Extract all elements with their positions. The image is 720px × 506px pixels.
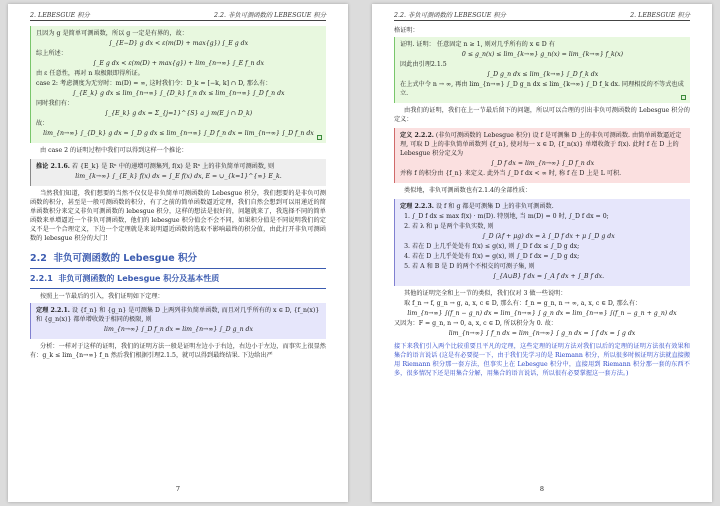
theorem-text: 设 f 和 g 都是可测集 D 上的非负可测函数. [435,202,554,210]
theorem-item-text: 若 λ 和 μ 是两个非负实数, 则 [412,222,494,230]
proof-math: ∫_E g dx < ε(m(D) + max{g}) + lim_{n→∞} ∫_E f_n dx [93,59,264,67]
header-right: 2. LEBESGUE 积分 [630,12,690,19]
running-header [30,11,326,21]
note-text: 由 case 2 的证明过程中我们可以得到这样一个推论： [40,146,188,154]
proof-math: lim_{n→∞} ∫_{D_k} g dx = ∫_D g dx ≤ lim_{n→∞} ∫_D f_n dx = lim_{n→∞} ∫_D f_n dx [43,129,314,137]
proof-line: 综上所述： [36,49,67,57]
definition-box [394,128,690,183]
definition-label: 定义 2.2.2. [400,131,434,139]
proof-detail: 取 f_n → f, g_n → g, a, x, c ∈ D, 那么有：f_n = g_n, n → ∞, a, x, c ∈ D, 那么有： [404,299,642,307]
theorem-label: 定理 2.2.1. [36,307,70,315]
body-paragraph: 由我们的证明，我们在上一节最后留下的问题，所以可以合理的引出非负可测函数的 Lebesgue 积分的定义： [394,106,690,123]
proof-box [394,37,690,103]
corollary-box [30,159,326,186]
theorem-item [412,223,685,242]
proof-line: 同时我们有： [36,99,74,107]
theorem-math: lim_{n→∞} ∫_D f_n dx = lim_{n→∞} ∫_D g_n dx [103,326,254,333]
header-left: 2.2. 非负可测函数的 LEBESGUE 积分 [394,12,506,19]
subsection-number: 2.2.1 [30,274,53,284]
running-header [394,11,690,21]
subsection-title: 非负可测函数的 Lebesgue 积分及基本性质 [58,274,220,284]
proof-note: 其他的证明完全和上一节的类似，我们仅对 3 做一些说明： [404,289,567,297]
qed-icon [681,95,686,100]
page-number: 8 [539,484,545,493]
proof-line: 由 ε 任意性，再对 n 取极限即得所证。 [36,69,144,77]
qed-icon [317,135,322,140]
body-paragraph: 当然我们知道，我们想要的当然不仅仅是非负简单可测函数的 Lebesgue 积分，我们想要的是非负可测函数的积分，甚至是一般可测函数的积分，有了之前的简单函数逼近定理，我们自然会想到可以用递近的简单函数积分来定义非负可测函数的 lebesgue 积分，这样的想法是很好的，问题就来了，我选择不同的简单函数来单增逼近一个非负可测函数，他们的 lebesgue 积分值会不会不同，如果积分值是不同说明我们的定义不是一个合理定义，下边一个定理就是来说明逼近函数的选取不影响最终的积分值，由此打开非负可测函数的 lebesgue 积分的大门! [30,189,326,242]
proof-box [30,26,326,143]
theorem-label: 定理 2.2.3. [400,202,434,210]
corollary-label: 推论 2.1.6. [36,162,70,170]
theorem-items [400,213,685,282]
similar-text: 类似地，非负可测函数也有2.1.4的全部性质： [404,186,532,194]
header-left: 2. LEBESGUE 积分 [30,12,90,19]
proof-math: ∫_{E_k} g dx = Σ_{j=1}^{S} a_j m(E_j ∩ D_k) [104,109,253,117]
theorem-item [412,263,685,282]
corollary-text: 若 {E_k} 是 Rⁿ 中的递增可测集列, f(x) 是 Rⁿ 上的非负简单可测函数, 则 [71,162,275,170]
definition-text: (非负可测函数的 Lebesgue 积分) 设 f 是可测集 D 上的非负可测函数. 由简单函数逼近定理, 可取 D 上的非负简单函数列 {f_n}, 使对每一 x ∈ D, {f_n(x)} 单增收敛于 f(x). 此时 f 在 D 上的 Lebesgue 积分定义为 [400,131,682,157]
theorem-item-text: 若 A 和 B 是 D 的两个不相交的可测子集, 则 [412,262,535,270]
definition-tail: 并称 f 的积分由 {f_n} 来定义. 此外当 ∫_D f dx < ∞ 时, 称 f 在 D 上是 L 可积. [400,169,622,177]
page-content [30,26,326,364]
proof-line: 在上式中令 n → ∞, 再由 lim_{n→∞} ∫_D g_n dx ≤ lim_{k→∞} ∫_D f_k dx. 同理相反的不等式也成立. [400,80,684,97]
header-right: 2.2. 非负可测函数的 LEBESGUE 积分 [214,12,326,19]
proof-detail-math: lim_{n→∞} ∫ f_n dx = lim_{n→∞} ∫ g_n dx = ∫ f dx = ∫ g dx [448,329,636,337]
proof-math: ∫_{E_k} g dx ≤ lim_{n→∞} ∫_{D_k} f_n dx ≤ lim_{n→∞} ∫_D f_n dx [72,89,285,97]
subsection-rule [30,288,326,289]
section-title: 非负可测函数的 Lebesgue 积分 [53,252,197,264]
proof-line: 故： [36,119,49,127]
theorem-box [394,199,690,286]
analysis-paragraph: 分析：一样对于这样的证明，我们的证明方法一般是证明左边小于右边，右边小于左边，而事实上很显然有：g_k ≤ lim_{n→∞} f_n 然后我们根据引理2.1.5，就可以得到最终结果. 下边给出严 [30,342,326,359]
proof-line: 证明. 证明： 任意固定 n ≥ 1, 则对几乎所有的 x ∈ D 有 [400,40,555,48]
subsection-intro: 按照上一节最后的引入，我们证明如下定理： [40,293,164,301]
theorem-item-math: ∫_D (λf + μg) dx = λ ∫_D f dx + μ ∫_D g dx [482,232,615,240]
proof-math: ∫_D g_n dx ≤ lim_{k→∞} ∫_D f_k dx [486,70,599,78]
proof-math: ∫_{E−D} g dx < ε(m(D) + max{g}) ∫_E g dx [108,39,249,47]
corollary-math: lim_{k→∞} ∫_{E_k} f(x) dx = ∫_E f(x) dx, E = ∪_{k=1}^{∞} E_k. [75,172,282,180]
page-number: 7 [175,484,181,493]
proof-intro: 格证明： [394,27,419,34]
page-content [394,26,690,379]
theorem-item: 4. 若在 D 上几乎处处有 f(x) = g(x), 则 ∫_D f dx = ∫_D g dx; [412,253,685,262]
proof-line: case 2: 考虑测度为无穷时：m(D) = ∞, 这时我们令：D_k = [−k, k] ∩ D, 那么有： [36,79,272,87]
proof-detail-math: lim_{n→∞} ∫(f_n − g_n) dx = lim_{n→∞} ∫ g_n dx = lim_{n→∞} ∫(f_n − g_n + g_n) dx [407,309,677,317]
proof-line: 且因为 g 是简单可测函数，所以 g 一定是有界的，故： [36,30,188,37]
proof-line: 因此由引理2.1.5 [400,60,447,68]
emphasis-paragraph: 接下来我们引入两个比较重要且平凡的定理，这些定理的证明方法对我们以后的定理的证明方法很有效果和集合的语言说话 (这是有必要提一下，由于我们先学习的是 Riemann 积分，所以很多时候证明方法就直接搬用 Riemann 积分那一套方法，但事实上在 Lebesgue 积分中，直接用到 Riemann 积分那一套的东西不多，很多情况下还是用集合分解，用集合的语言说话，所以很有必要掌握这一套方法。) [394,342,691,377]
right-page [372,4,712,502]
theorem-item: 1. ∫_D f dx ≤ max f(x) · m(D). 特别地, 当 m(D) = 0 时, ∫_D f dx = 0; [412,213,685,222]
theorem-item-math: ∫_{A∪B} f dx = ∫_A f dx + ∫_B f dx. [492,272,605,280]
theorem-item: 3. 若在 D 上几乎处处有 f(x) ≤ g(x), 则 ∫_D f dx ≤ ∫_D g dx; [412,243,685,252]
section-rule [30,268,326,269]
left-page [8,4,348,502]
definition-math: ∫_D f dx = lim_{n→∞} ∫_D f_n dx [490,159,595,167]
section-heading [30,252,326,266]
section-number: 2.2 [30,252,47,264]
proof-detail: 又因为：F = g_n, n → 0, a, x, c ∈ D, 所以积分为 0. 故： [394,319,557,327]
theorem-box [30,303,326,339]
proof-math: 0 ≤ g_n(x) ≤ lim_{k→∞} g_n(x) = lim_{k→∞} f_k(x) [461,50,624,58]
subsection-heading [30,273,326,285]
theorem-text: 设 {f_n} 和 {g_n} 是可测集 D 上两列非负简单函数, 而且对几乎所有的 x ∈ D, {f_n(x)} 和 {g_n(x)} 都单增收敛于相同的极限, 则 [36,307,320,324]
